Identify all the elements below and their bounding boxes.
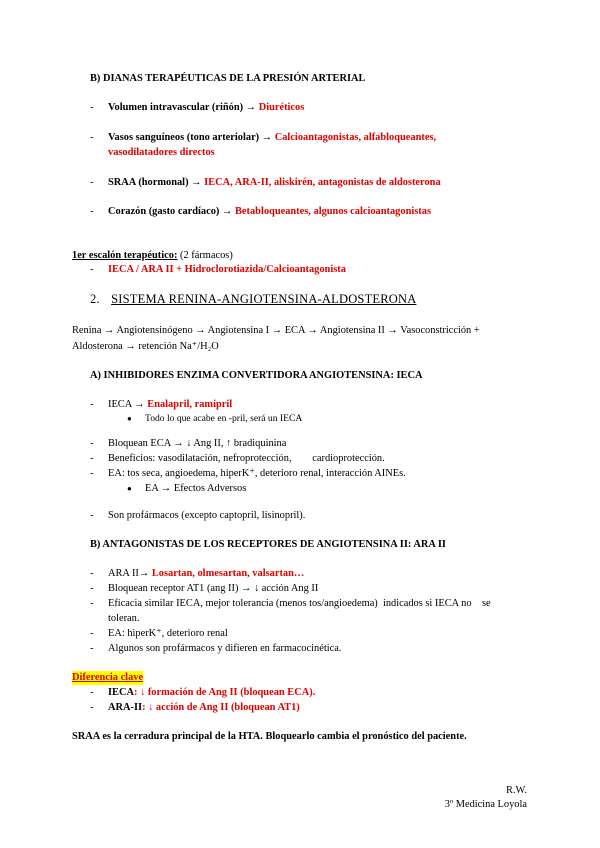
key-item-ara — [108, 701, 300, 715]
dash: - — [90, 206, 94, 217]
dash: - — [90, 510, 94, 521]
dash: - — [90, 628, 94, 639]
ara-adverse: EA: hiperK⁺, deterioro renal — [108, 628, 228, 639]
ieca-benefits: Beneficios: vasodilatación, nefroprotección, cardioprotección. — [108, 453, 385, 464]
first-step-note: (2 fármacos) — [177, 250, 233, 261]
ieca-adverse: EA: tos seca, angioedema, hiperK⁺, deterioro renal, interacción AINEs. — [108, 468, 406, 479]
dash: - — [90, 264, 94, 275]
pathway-line-1: Renina → Angiotensinógeno → Angiotensina I → ECA → Angiotensina II → Vasoconstricción + — [72, 325, 480, 336]
target-label: SRAA (hormonal) → — [108, 177, 205, 188]
dash: - — [90, 568, 94, 579]
ara-efficacy-continued: toleran. — [108, 613, 140, 624]
section-number: 2. — [90, 292, 100, 306]
footer-course: 3º Medicina Loyola — [444, 799, 527, 810]
target-label: Volumen intravascular (riñón) → — [108, 102, 259, 113]
dash: - — [90, 643, 94, 654]
ara-efficacy: Eficacia similar IECA, mejor tolerancia (menos tos/angioedema) indicados si IECA no se — [108, 598, 491, 609]
target-drugs: Diuréticos — [258, 102, 305, 113]
key-label: ARA-II — [108, 702, 143, 713]
pathway-line-2: Aldosterona → retención Na⁺/H₂O — [72, 341, 219, 352]
ara-mechanism: Bloquean receptor AT1 (ang II) → ↓ acción Ang II — [108, 583, 319, 594]
key-text: : ↓ formación de Ang II (bloquean ECA). — [133, 687, 316, 698]
dash: - — [90, 453, 94, 464]
bullet: ● — [127, 414, 132, 423]
key-item-ieca — [108, 686, 315, 700]
ieca-subnote: EA → Efectos Adversos — [145, 483, 247, 494]
dash: - — [90, 702, 94, 713]
ieca-drugs: Enalapril, ramipril — [147, 399, 233, 410]
ara-label: ARA II→ — [108, 568, 152, 579]
ara-heading: B) ANTAGONISTAS DE LOS RECEPTORES DE ANGIOTENSINA II: ARA II — [90, 539, 446, 550]
section-title: SISTEMA RENINA-ANGIOTENSINA-ALDOSTERONA — [111, 292, 417, 306]
ieca-label: IECA → — [108, 399, 148, 410]
target-label: Vasos sanguíneos (tono arteriolar) → — [108, 132, 275, 143]
dash: - — [90, 102, 94, 113]
bullet: ● — [127, 484, 132, 493]
dash: - — [90, 399, 94, 410]
ieca-subnote: Todo lo que acabe en -pril, será un IECA — [145, 413, 303, 424]
first-step — [72, 249, 233, 263]
section-2-heading — [90, 292, 416, 306]
dash: - — [90, 438, 94, 449]
section-b-heading: B) DIANAS TERAPÉUTICAS DE LA PRESIÓN ARTERIAL — [90, 73, 366, 84]
ara-drugs: Losartan, olmesartan, valsartan… — [151, 568, 305, 579]
key-label: IECA — [108, 687, 134, 698]
target-drugs: Calcioantagonistas, alfabloqueantes, — [274, 132, 437, 143]
first-step-item: IECA / ARA II + Hidroclorotiazida/Calcioantagonista — [108, 264, 346, 275]
target-drugs-continued: vasodilatadores directos — [108, 147, 215, 158]
dash: - — [90, 468, 94, 479]
dash: - — [90, 687, 94, 698]
dash: - — [90, 598, 94, 609]
footer-initials: R.W. — [506, 785, 527, 796]
first-step-title: 1er escalón terapéutico: — [72, 250, 178, 261]
dash: - — [90, 177, 94, 188]
dash: - — [90, 583, 94, 594]
ieca-prodrugs: Son profármacos (excepto captopril, lisinopril). — [108, 510, 306, 521]
key-difference-title: Diferencia clave — [72, 672, 144, 683]
conclusion: SRAA es la cerradura principal de la HTA. Bloquearlo cambia el pronóstico del paciente. — [72, 731, 467, 742]
dash: - — [90, 132, 94, 143]
ara-item — [108, 567, 304, 581]
target-drugs: Betabloqueantes, algunos calcioantagonistas — [234, 206, 431, 217]
ara-prodrugs: Algunos son profármacos y difieren en farmacocinética. — [108, 643, 342, 654]
target-label: Corazón (gasto cardíaco) → — [108, 206, 235, 217]
target-drugs: IECA, ARA-II, aliskirén, antagonistas de aldosterona — [204, 177, 441, 188]
key-text: : ↓ acción de Ang II (bloquean AT1) — [142, 702, 300, 713]
ieca-heading: A) INHIBIDORES ENZIMA CONVERTIDORA ANGIOTENSINA: IECA — [90, 370, 423, 381]
ieca-mechanism: Bloquean ECA → ↓ Ang II, ↑ bradiquinina — [108, 438, 287, 449]
ieca-item — [108, 398, 232, 412]
